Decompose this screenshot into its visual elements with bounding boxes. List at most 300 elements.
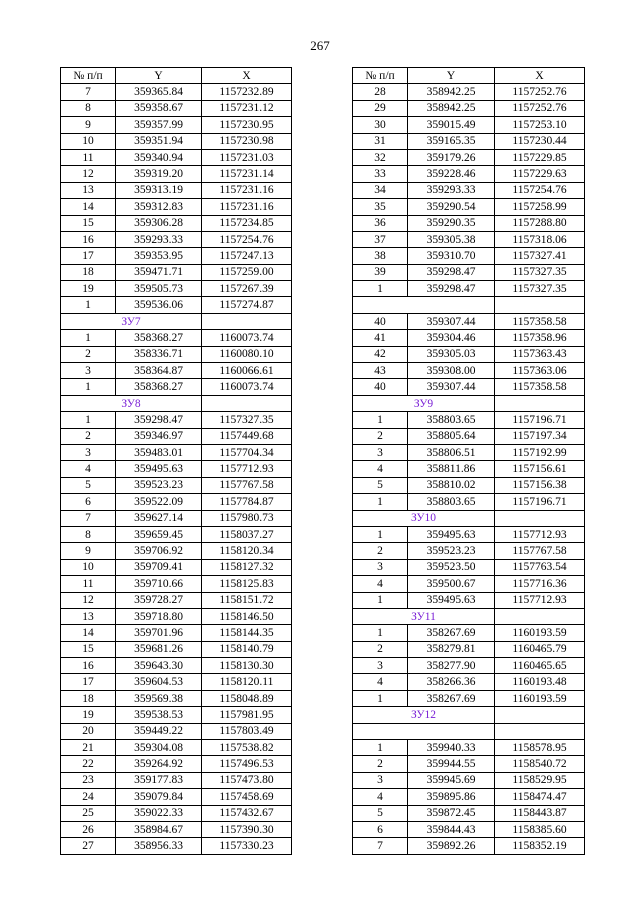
table-row: [61, 248, 292, 264]
coordinate-x: 1157458.69: [202, 789, 292, 805]
coordinate-x: 1157767.58: [202, 477, 292, 493]
coordinate-x: 1157538.82: [202, 740, 292, 756]
point-number: 16: [61, 231, 116, 247]
coordinate-y: 359471.71: [116, 264, 202, 280]
table-row: [61, 625, 292, 641]
point-number: 37: [353, 231, 408, 247]
table-row: [61, 199, 292, 215]
coordinate-y: 359495.63: [408, 526, 495, 542]
coordinate-x: 1157716.36: [495, 576, 585, 592]
coordinate-x: 1157231.12: [202, 100, 292, 116]
table-row: [353, 412, 585, 428]
coordinate-x: 1158146.50: [202, 608, 292, 624]
coordinate-y: 359313.19: [116, 182, 202, 198]
point-number: 4: [61, 461, 116, 477]
coordinate-x: 1158578.95: [495, 740, 585, 756]
coordinate-x: 1157363.43: [495, 346, 585, 362]
point-number: 7: [353, 838, 408, 854]
point-number: 2: [353, 641, 408, 657]
coordinate-x: 1157229.63: [495, 166, 585, 182]
coordinate-x: 1157196.71: [495, 412, 585, 428]
section-row: [353, 510, 585, 526]
empty-cell: [495, 395, 585, 411]
section-row: [61, 395, 292, 411]
coordinate-y: 359305.03: [408, 346, 495, 362]
coordinate-y: 359681.26: [116, 641, 202, 657]
table-row: [353, 428, 585, 444]
point-number: 2: [61, 428, 116, 444]
coordinate-y: 359945.69: [408, 772, 495, 788]
table-row: [353, 117, 585, 133]
coordinate-y: 359895.86: [408, 789, 495, 805]
coordinate-x: 1157231.03: [202, 149, 292, 165]
point-number: 13: [61, 182, 116, 198]
blank-row: [353, 723, 585, 739]
point-number: 15: [61, 641, 116, 657]
point-number: 25: [61, 805, 116, 821]
table-header-row: [353, 68, 585, 84]
coordinate-x: 1157767.58: [495, 543, 585, 559]
coordinate-x: 1157803.49: [202, 723, 292, 739]
coordinate-y: 359944.55: [408, 756, 495, 772]
coordinate-y: 359298.47: [408, 264, 495, 280]
table-row: [61, 264, 292, 280]
point-number: 35: [353, 199, 408, 215]
coordinate-y: 359228.46: [408, 166, 495, 182]
coordinate-y: 359523.23: [116, 477, 202, 493]
coordinate-x: 1157254.76: [495, 182, 585, 198]
point-number: 36: [353, 215, 408, 231]
point-number: 41: [353, 330, 408, 346]
empty-cell: [495, 707, 585, 723]
table-row: [353, 658, 585, 674]
point-number: 5: [61, 477, 116, 493]
coordinate-y: 359500.67: [408, 576, 495, 592]
point-number: 19: [61, 281, 116, 297]
table-row: [61, 117, 292, 133]
coordinate-x: 1157432.67: [202, 805, 292, 821]
coordinate-y: 359940.33: [408, 740, 495, 756]
coordinate-y: 358811.86: [408, 461, 495, 477]
table-row: [353, 756, 585, 772]
point-number: 13: [61, 608, 116, 624]
coordinate-y: 359604.53: [116, 674, 202, 690]
point-number: 1: [353, 412, 408, 428]
point-number: 3: [353, 559, 408, 575]
coordinate-x: 1158120.11: [202, 674, 292, 690]
table-row: [353, 494, 585, 510]
coordinate-x: 1157363.06: [495, 363, 585, 379]
coordinate-y: 359483.01: [116, 444, 202, 460]
coordinate-y: 358266.36: [408, 674, 495, 690]
point-number: 2: [353, 543, 408, 559]
point-number: 1: [353, 690, 408, 706]
coordinate-x: 1157252.76: [495, 84, 585, 100]
table-row: [353, 772, 585, 788]
table-row: [61, 658, 292, 674]
section-row: [353, 707, 585, 723]
point-number: 28: [353, 84, 408, 100]
table-row: [353, 248, 585, 264]
point-number: 6: [61, 494, 116, 510]
table-row: [353, 821, 585, 837]
coordinate-x: 1158385.60: [495, 821, 585, 837]
coordinate-y: 359304.46: [408, 330, 495, 346]
table-row: [61, 838, 292, 854]
table-row: [61, 510, 292, 526]
point-number: 2: [353, 428, 408, 444]
coordinate-x: 1157197.34: [495, 428, 585, 444]
table-row: [61, 412, 292, 428]
table-header-row: [61, 68, 292, 84]
coordinate-y: 358805.64: [408, 428, 495, 444]
table-row: [353, 199, 585, 215]
coordinate-y: 359495.63: [116, 461, 202, 477]
table-row: [353, 149, 585, 165]
header-y: Y: [408, 68, 495, 84]
coordinate-y: 358803.65: [408, 494, 495, 510]
point-number: 23: [61, 772, 116, 788]
section-label: ЗУ11: [353, 608, 495, 624]
point-number: 5: [353, 805, 408, 821]
point-number: 7: [61, 84, 116, 100]
coordinate-x: 1157254.76: [202, 231, 292, 247]
coordinate-x: 1157327.35: [202, 412, 292, 428]
coordinate-y: 359449.22: [116, 723, 202, 739]
coordinate-x: 1158144.35: [202, 625, 292, 641]
table-row: [353, 805, 585, 821]
point-number: 1: [61, 379, 116, 395]
coordinate-x: 1157247.13: [202, 248, 292, 264]
point-number: 33: [353, 166, 408, 182]
point-number: 10: [61, 133, 116, 149]
coordinate-y: 359015.49: [408, 117, 495, 133]
coordinate-y: 358956.33: [116, 838, 202, 854]
table-row: [353, 313, 585, 329]
coordinate-x: 1157712.93: [495, 592, 585, 608]
point-number: 40: [353, 313, 408, 329]
blank-row: [353, 297, 585, 313]
table-row: [61, 494, 292, 510]
table-row: [353, 740, 585, 756]
table-row: [61, 690, 292, 706]
section-label: ЗУ7: [61, 313, 202, 329]
table-row: [353, 461, 585, 477]
point-number: 30: [353, 117, 408, 133]
coordinate-y: 359304.08: [116, 740, 202, 756]
coordinates-table-right: [352, 67, 585, 855]
point-number: 29: [353, 100, 408, 116]
table-row: [61, 477, 292, 493]
point-number: 9: [61, 543, 116, 559]
table-row: [353, 264, 585, 280]
point-number: 3: [61, 444, 116, 460]
point-number: 12: [61, 166, 116, 182]
coordinate-x: 1157327.35: [495, 281, 585, 297]
page-number: 267: [310, 38, 330, 53]
header-number: № п/п: [61, 68, 116, 84]
coordinate-x: 1157252.76: [495, 100, 585, 116]
empty-cell: [353, 723, 495, 739]
point-number: 40: [353, 379, 408, 395]
section-label: ЗУ10: [353, 510, 495, 526]
point-number: 4: [353, 461, 408, 477]
point-number: 14: [61, 625, 116, 641]
table-row: [61, 149, 292, 165]
point-number: 2: [61, 346, 116, 362]
coordinate-x: 1157253.10: [495, 117, 585, 133]
coordinate-y: 358267.69: [408, 690, 495, 706]
table-row: [61, 756, 292, 772]
header-x: X: [495, 68, 585, 84]
table-row: [353, 674, 585, 690]
coordinate-y: 358336.71: [116, 346, 202, 362]
point-number: 38: [353, 248, 408, 264]
table-row: [61, 821, 292, 837]
table-row: [353, 215, 585, 231]
empty-cell: [495, 510, 585, 526]
table-row: [61, 182, 292, 198]
coordinate-y: 359495.63: [408, 592, 495, 608]
table-row: [61, 444, 292, 460]
coordinate-y: 358368.27: [116, 379, 202, 395]
coordinate-x: 1157231.16: [202, 199, 292, 215]
coordinate-x: 1157473.80: [202, 772, 292, 788]
coordinate-y: 359536.06: [116, 297, 202, 313]
table-row: [61, 379, 292, 395]
point-number: 3: [353, 772, 408, 788]
coordinate-y: 359365.84: [116, 84, 202, 100]
point-number: 1: [353, 281, 408, 297]
table-row: [61, 772, 292, 788]
table-row: [353, 444, 585, 460]
coordinate-y: 359523.23: [408, 543, 495, 559]
table-row: [61, 281, 292, 297]
table-row: [61, 346, 292, 362]
table-row: [353, 84, 585, 100]
point-number: 21: [61, 740, 116, 756]
table-row: [61, 363, 292, 379]
coordinate-x: 1157192.99: [495, 444, 585, 460]
section-row: [61, 313, 292, 329]
point-number: 31: [353, 133, 408, 149]
point-number: 4: [353, 576, 408, 592]
table-row: [61, 526, 292, 542]
point-number: 10: [61, 559, 116, 575]
table-row: [353, 625, 585, 641]
coordinate-x: 1160465.65: [495, 658, 585, 674]
coordinate-y: 359353.95: [116, 248, 202, 264]
coordinate-x: 1157258.99: [495, 199, 585, 215]
coordinate-x: 1160193.59: [495, 690, 585, 706]
coordinate-y: 359643.30: [116, 658, 202, 674]
coordinate-x: 1158443.87: [495, 805, 585, 821]
point-number: 22: [61, 756, 116, 772]
coordinate-y: 358810.02: [408, 477, 495, 493]
coordinate-x: 1158130.30: [202, 658, 292, 674]
point-number: 17: [61, 248, 116, 264]
header-x: X: [202, 68, 292, 84]
coordinate-x: 1160193.59: [495, 625, 585, 641]
table-row: [61, 84, 292, 100]
point-number: 9: [61, 117, 116, 133]
point-number: 24: [61, 789, 116, 805]
point-number: 43: [353, 363, 408, 379]
coordinate-x: 1157231.16: [202, 182, 292, 198]
coordinate-x: 1157704.34: [202, 444, 292, 460]
point-number: 1: [353, 494, 408, 510]
point-number: 18: [61, 690, 116, 706]
coordinate-x: 1157496.53: [202, 756, 292, 772]
section-label: ЗУ12: [353, 707, 495, 723]
coordinate-y: 358279.81: [408, 641, 495, 657]
coordinate-x: 1158151.72: [202, 592, 292, 608]
coordinate-y: 359298.47: [408, 281, 495, 297]
point-number: 17: [61, 674, 116, 690]
coordinate-x: 1157390.30: [202, 821, 292, 837]
coordinate-x: 1157327.35: [495, 264, 585, 280]
coordinate-y: 359290.54: [408, 199, 495, 215]
table-row: [353, 182, 585, 198]
coordinate-y: 359022.33: [116, 805, 202, 821]
coordinate-x: 1157259.00: [202, 264, 292, 280]
table-row: [353, 789, 585, 805]
coordinate-y: 359319.20: [116, 166, 202, 182]
coordinate-x: 1157230.44: [495, 133, 585, 149]
point-number: 16: [61, 658, 116, 674]
coordinate-y: 358277.90: [408, 658, 495, 674]
empty-cell: [202, 313, 292, 329]
table-row: [353, 838, 585, 854]
coordinate-y: 359179.26: [408, 149, 495, 165]
coordinate-y: 359710.66: [116, 576, 202, 592]
table-row: [61, 805, 292, 821]
coordinate-x: 1157358.58: [495, 313, 585, 329]
coordinate-y: 359177.83: [116, 772, 202, 788]
point-number: 8: [61, 526, 116, 542]
table-row: [353, 576, 585, 592]
table-row: [353, 690, 585, 706]
table-row: [353, 100, 585, 116]
point-number: 1: [353, 526, 408, 542]
coordinate-y: 359718.80: [116, 608, 202, 624]
coordinate-y: 359728.27: [116, 592, 202, 608]
point-number: 20: [61, 723, 116, 739]
coordinate-y: 359569.38: [116, 690, 202, 706]
table-row: [353, 543, 585, 559]
coordinate-y: 359293.33: [408, 182, 495, 198]
point-number: 1: [61, 297, 116, 313]
coordinate-x: 1157712.93: [495, 526, 585, 542]
coordinate-x: 1157327.41: [495, 248, 585, 264]
point-number: 6: [353, 821, 408, 837]
table-row: [61, 608, 292, 624]
point-number: 34: [353, 182, 408, 198]
coordinate-x: 1157358.96: [495, 330, 585, 346]
coordinate-x: 1157784.87: [202, 494, 292, 510]
table-row: [61, 297, 292, 313]
section-label: ЗУ9: [353, 395, 495, 411]
point-number: 14: [61, 199, 116, 215]
table-row: [61, 166, 292, 182]
empty-cell: [495, 723, 585, 739]
coordinate-y: 359290.35: [408, 215, 495, 231]
coordinate-y: 358803.65: [408, 412, 495, 428]
point-number: 18: [61, 264, 116, 280]
table-row: [353, 363, 585, 379]
coordinate-x: 1157234.85: [202, 215, 292, 231]
header-number: № п/п: [353, 68, 408, 84]
table-row: [353, 166, 585, 182]
point-number: 8: [61, 100, 116, 116]
point-number: 1: [61, 412, 116, 428]
coordinate-x: 1157230.95: [202, 117, 292, 133]
coordinate-x: 1157358.58: [495, 379, 585, 395]
table-row: [61, 576, 292, 592]
coordinate-y: 359709.41: [116, 559, 202, 575]
point-number: 5: [353, 477, 408, 493]
section-row: [353, 395, 585, 411]
coordinate-y: 358267.69: [408, 625, 495, 641]
coordinate-y: 359312.83: [116, 199, 202, 215]
coordinate-x: 1158048.89: [202, 690, 292, 706]
table-row: [353, 477, 585, 493]
coordinate-x: 1157267.39: [202, 281, 292, 297]
coordinate-y: 359523.50: [408, 559, 495, 575]
coordinate-x: 1158037.27: [202, 526, 292, 542]
coordinate-y: 359306.28: [116, 215, 202, 231]
coordinate-x: 1158474.47: [495, 789, 585, 805]
coordinate-x: 1158529.95: [495, 772, 585, 788]
coordinate-y: 359346.97: [116, 428, 202, 444]
table-row: [353, 281, 585, 297]
header-y: Y: [116, 68, 202, 84]
coordinate-x: 1157231.14: [202, 166, 292, 182]
point-number: 27: [61, 838, 116, 854]
coordinate-x: 1160066.61: [202, 363, 292, 379]
coordinate-y: 358942.25: [408, 100, 495, 116]
coordinate-x: 1160073.74: [202, 379, 292, 395]
table-row: [61, 559, 292, 575]
empty-cell: [353, 297, 495, 313]
coordinate-x: 1157981.95: [202, 707, 292, 723]
table-row: [61, 789, 292, 805]
point-number: 1: [61, 330, 116, 346]
coordinate-y: 358984.67: [116, 821, 202, 837]
table-row: [61, 330, 292, 346]
point-number: 2: [353, 756, 408, 772]
coordinate-x: 1157318.06: [495, 231, 585, 247]
coordinate-x: 1158127.32: [202, 559, 292, 575]
table-row: [61, 231, 292, 247]
point-number: 19: [61, 707, 116, 723]
empty-cell: [495, 608, 585, 624]
table-row: [61, 461, 292, 477]
table-row: [353, 526, 585, 542]
table-row: [353, 592, 585, 608]
coordinate-x: 1157712.93: [202, 461, 292, 477]
table-row: [61, 428, 292, 444]
table-row: [61, 215, 292, 231]
point-number: 42: [353, 346, 408, 362]
coordinate-y: 359706.92: [116, 543, 202, 559]
point-number: 1: [353, 592, 408, 608]
coordinate-y: 359165.35: [408, 133, 495, 149]
point-number: 15: [61, 215, 116, 231]
coordinate-y: 359538.53: [116, 707, 202, 723]
coordinate-y: 359079.84: [116, 789, 202, 805]
point-number: 7: [61, 510, 116, 526]
